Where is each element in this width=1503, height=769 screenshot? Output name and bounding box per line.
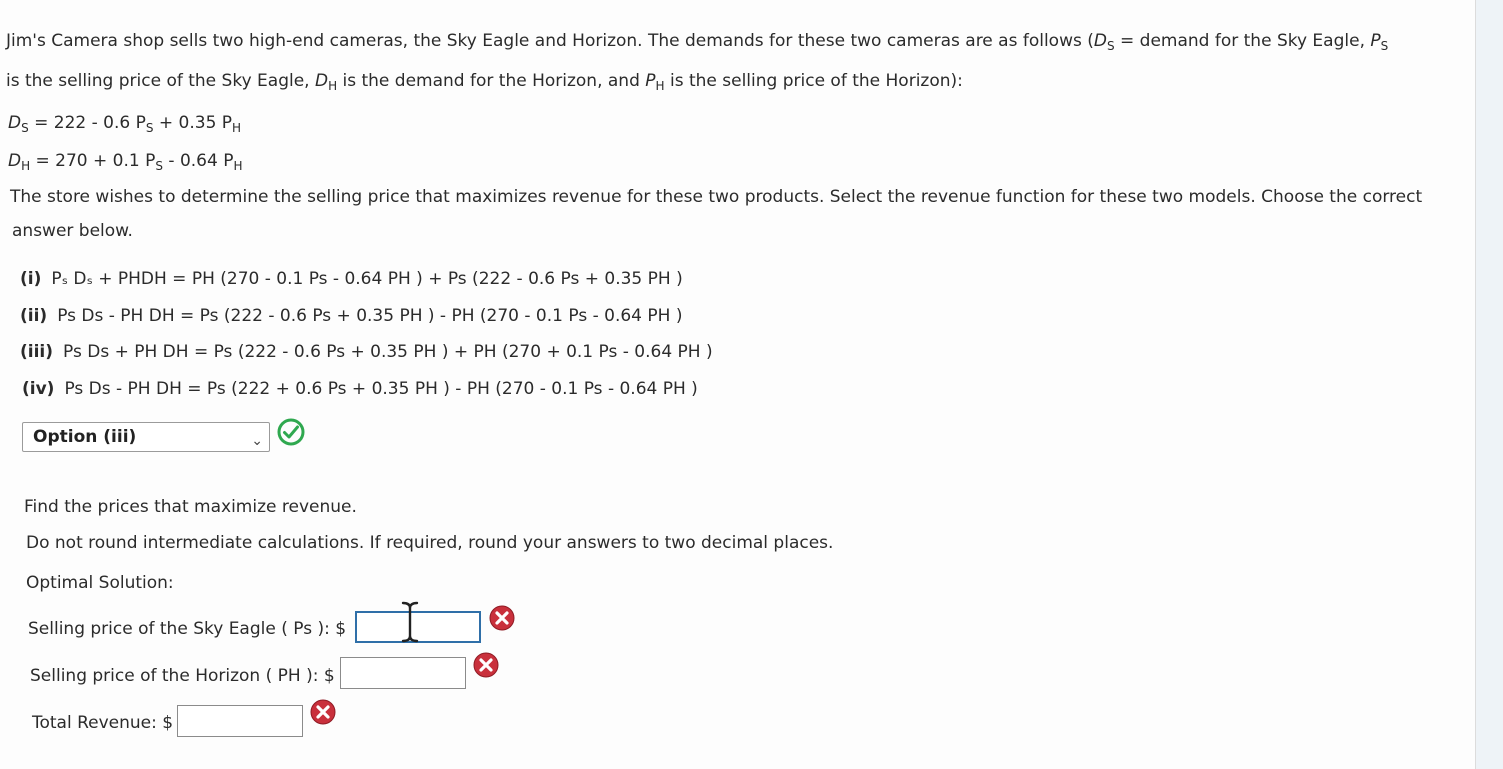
incorrect-icon <box>309 698 337 726</box>
option-iii-text: Ps Ds + PH DH = Ps (222 - 0.6 Ps + 0.35 PH ) + PH (270 + 0.1 Ps - 0.64 PH ) <box>63 342 713 362</box>
find-prices-text: Find the prices that maximize revenue. <box>24 497 357 517</box>
demand-equation-horizon: $D_H = 270 + 0.1$ $P_S - 0.64$ $P_H$ <box>8 151 243 173</box>
intro-line-2: is the selling price of the Sky Eagle, $D_H$ is the demand for the Horizon, and $P_H$ is the selling price of the Horizon): <box>6 71 963 93</box>
option-ii-label: (ii) <box>20 306 48 326</box>
option-i-label: (i) <box>20 269 42 289</box>
option-iii <box>20 341 713 363</box>
option-iv <box>22 378 698 400</box>
text-cursor-icon <box>396 600 424 644</box>
incorrect-icon <box>472 651 500 679</box>
option-ii <box>20 305 682 327</box>
total-revenue-label: Total Revenue: $ <box>32 713 174 733</box>
chevron-down-icon: ⌄ <box>251 433 263 449</box>
incorrect-icon <box>488 604 516 632</box>
rounding-note: Do not round intermediate calculations. If required, round your answers to two decimal places. <box>26 533 834 553</box>
option-i <box>20 268 683 290</box>
right-panel <box>1476 0 1503 769</box>
sky-eagle-price-label: Selling price of the Sky Eagle ( Ps ): $ <box>28 619 347 639</box>
task-text-1: The store wishes to determine the selling price that maximizes revenue for these two products. Select the revenue function for these two models. Choose the correct <box>10 187 1423 207</box>
horizon-price-input[interactable] <box>340 657 466 689</box>
check-circle-icon <box>276 417 306 447</box>
demand-equation-sky-eagle: $D_S = 222 - 0.6$ $P_S + 0.35$ $P_H$ <box>8 113 242 135</box>
option-iv-text: Ps Ds - PH DH = Ps (222 + 0.6 Ps + 0.35 PH ) - PH (270 - 0.1 Ps - 0.64 PH ) <box>64 379 698 399</box>
total-revenue-input[interactable] <box>177 705 303 737</box>
option-i-text: Pₛ Dₛ + PHDH = PH (270 - 0.1 Ps - 0.64 PH ) + Ps (222 - 0.6 Ps + 0.35 PH ) <box>51 269 683 289</box>
answer-select[interactable] <box>22 422 270 452</box>
intro-line-1: Jim's Camera shop sells two high-end cameras, the Sky Eagle and Horizon. The demands for these two cameras are as follows ($D_S$ = demand for the Sky Eagle, $P_S$ <box>6 31 1389 53</box>
option-ii-text: Ps Ds - PH DH = Ps (222 - 0.6 Ps + 0.35 PH ) - PH (270 - 0.1 Ps - 0.64 PH ) <box>57 306 683 326</box>
horizon-price-label: Selling price of the Horizon ( PH ): $ <box>30 666 335 686</box>
option-iii-label: (iii) <box>20 342 54 362</box>
optimal-solution-heading: Optimal Solution: <box>26 573 174 593</box>
option-iv-label: (iv) <box>22 379 55 399</box>
answer-select-value: Option (iii) <box>33 427 137 447</box>
task-text-2: answer below. <box>12 221 133 241</box>
